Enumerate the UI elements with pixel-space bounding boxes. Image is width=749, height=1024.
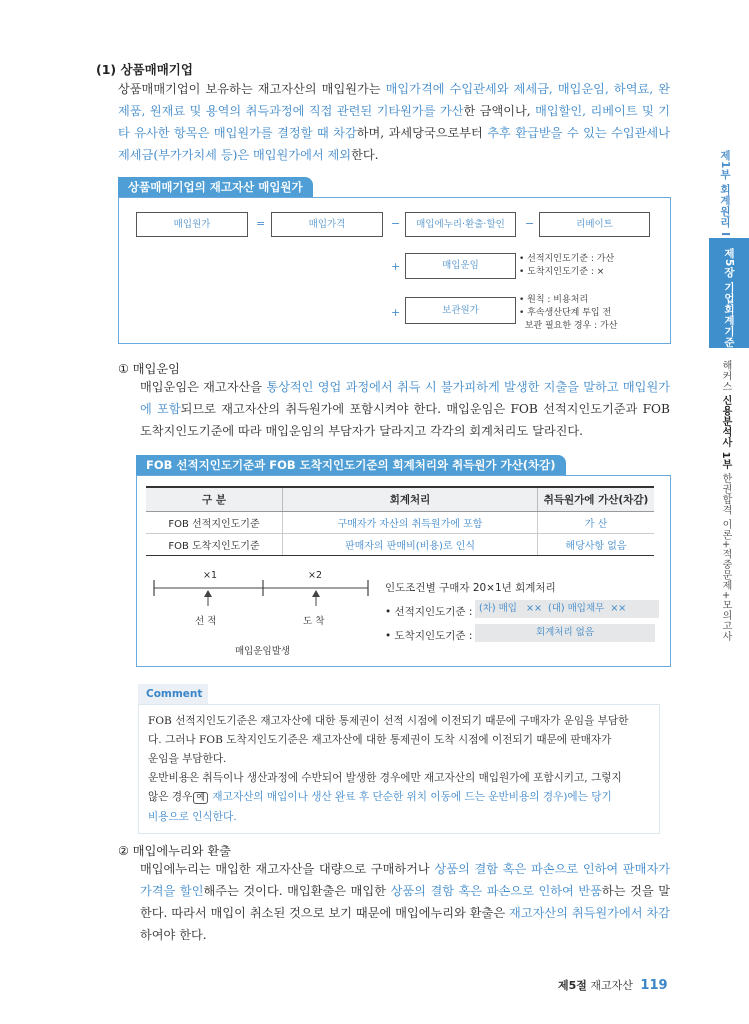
ship-arrow-head — [204, 590, 212, 597]
example1-label: • 선적지인도기준 : — [385, 606, 473, 618]
footer-chapter: 제5절 — [558, 979, 587, 992]
item1-paragraph — [140, 376, 670, 446]
text-segment: 재고자산의 취득원가에서 차감 — [509, 906, 670, 920]
comment-tag: Comment — [138, 684, 208, 704]
table-header-category: 구 분 — [146, 487, 283, 511]
side-book-title-a: 해커스 — [720, 360, 731, 396]
text-segment: 한다. — [351, 148, 379, 162]
text-segment: 매입에누리는 매입한 재고자산을 대량으로 구매하거나 — [140, 862, 435, 876]
footer — [558, 977, 668, 993]
text-segment: 해주는 것이다. 매입환출은 매입한 — [203, 884, 391, 898]
text-segment: 하여야 한다. — [140, 928, 207, 942]
arrive-arrow-head — [312, 590, 320, 597]
side-book-title-c: 한권합격 이론+적중문제+모의고사 — [720, 469, 731, 642]
minus-sign-2: − — [525, 217, 535, 230]
box2-title: FOB 선적지인도기준과 FOB 도착지인도기준의 회계처리와 취득원가 가산(차감) — [136, 455, 566, 475]
comment-line-5a: 않은 경우 — [148, 791, 193, 803]
text-segment: 상품의 결함 혹은 파손으로 인하여 판매자가 가격을 할인 — [140, 862, 670, 898]
comment-line-2: 다. 그러나 FOB 도착지인도기준은 재고자산에 대한 통제권이 도착 시점에 이전되기 때문에 판매자가 — [148, 734, 612, 746]
plus-sign-2: + — [391, 306, 401, 319]
timeline-bottom-label: 매입운임발생 — [235, 646, 291, 657]
table-header-cost: 취득원가에 가산(차감) — [538, 487, 655, 511]
item1-label: ① 매입운임 — [118, 362, 180, 376]
item2-label: ② 매입에누리와 환출 — [118, 844, 231, 858]
timeline-ship: 선 적 — [195, 616, 217, 627]
storage-note-3: 보관 필요한 경우 : 가산 — [519, 321, 618, 331]
timeline-diagram — [146, 570, 376, 620]
example2-label: • 도착지인도기준 : — [385, 630, 473, 642]
side-chapter-tab-label: 제5장 기업회계기준 — [723, 248, 735, 348]
side-top-label: 제1부 회계원리 I — [719, 150, 731, 237]
text-segment: 한 금액이나, — [463, 104, 536, 118]
timeline-x1: ×1 — [203, 570, 218, 581]
minus-sign-1: − — [391, 217, 401, 230]
comment-line-6: 비용으로 인식한다. — [148, 811, 237, 823]
row1-accounting: 구매자가 자산의 취득원가에 포함 — [283, 511, 538, 533]
timeline-arrive: 도 착 — [303, 616, 325, 627]
comment-line-3: 운임을 부담한다. — [148, 753, 227, 765]
item2-paragraph — [140, 858, 670, 948]
side-book-title — [718, 360, 733, 642]
comment-line-4: 운반비용은 취득이나 생산과정에 수반되어 발생한 경우에만 재고자산의 매입원가에 포함시키고, 그렇지 — [148, 772, 622, 784]
freight-cell: 매입운임 — [405, 253, 516, 279]
fob-table — [146, 486, 654, 556]
table-row — [146, 533, 654, 555]
text-segment: 되므로 재고자산의 취득원가에 포함시켜야 한다. 매입운임은 FOB 선적지인도기준과 FOB 도착지인도기준에 따라 매입운임의 부담자가 달라지고 각각의 회계처리도 달라진다. — [140, 402, 671, 438]
footer-title: 재고자산 — [590, 979, 633, 992]
text-segment: 하며, 과세당국으로부터 — [356, 126, 488, 140]
storage-note-1: • 원칙 : 비용처리 — [519, 295, 589, 305]
text-segment: 통상적인 영업 과정에서 취득 시 불가피하게 발생한 지출을 말하고 매입원가에 포함 — [140, 380, 670, 416]
freight-note-2: • 도착지인도기준 : × — [519, 267, 605, 277]
timeline-x2: ×2 — [308, 570, 323, 581]
row2-category: FOB 도착지인도기준 — [146, 533, 283, 555]
discount-cell: 매입에누리·환출·할인 — [405, 212, 516, 237]
freight-note-1: • 선적지인도기준 : 가산 — [519, 254, 615, 264]
text-segment: 상품의 결함 혹은 파손으로 인하여 반품 — [390, 884, 602, 898]
comment-text — [148, 712, 653, 827]
storage-cell: 보관원가 — [405, 297, 516, 324]
section-heading: (1) 상품매매기업 — [96, 62, 193, 77]
example1-entry: (차) 매입 ×× (대) 매입채무 ×× — [475, 600, 659, 618]
text-segment: 하는 것을 말한다. 따라서 매입이 취소된 것으로 보기 때문에 매입에누리와 환출은 — [140, 884, 670, 920]
comment-line-1: FOB 선적지인도기준은 재고자산에 대한 통제권이 선적 시점에 이전되기 때문에 구매자가 운임을 부담한 — [148, 715, 629, 727]
comment-line-5b: 재고자산의 매입이나 생산 완료 후 단순한 위치 이동에 드는 운반비용의 경우)에는 당기 — [209, 791, 612, 803]
text-segment: 매입운임은 재고자산을 — [140, 380, 267, 394]
plus-sign-1: + — [391, 260, 401, 273]
text-segment: 추후 환급받을 수 있는 수입관세나 제세금(부가가치세 등)은 매입원가에서 제외 — [118, 126, 670, 162]
storage-note-2: • 후속생산단계 투입 전 — [519, 308, 612, 318]
intro-paragraph — [118, 78, 670, 168]
purchase-price-cell: 매입가격 — [271, 212, 383, 237]
side-book-title-b: 신용분석사 1부 — [720, 395, 731, 470]
row1-category: FOB 선적지인도기준 — [146, 511, 283, 533]
example-mark: 예 — [193, 792, 208, 804]
text-segment: 매입할인, 리베이트 및 기타 유사한 항목은 매입원가를 결정할 때 차감 — [118, 104, 671, 140]
purchase-cost-cell: 매입원가 — [136, 212, 248, 237]
box1-title: 상품매매기업의 재고자산 매입원가 — [118, 177, 313, 197]
text-segment: 상품매매기업이 보유하는 재고자산의 매입원가는 — [118, 82, 386, 96]
table-header-accounting: 회계처리 — [283, 487, 538, 511]
row2-accounting: 판매자의 판매비(비용)로 인식 — [283, 533, 538, 555]
row2-cost: 해당사항 없음 — [538, 533, 655, 555]
equals-sign: = — [256, 217, 266, 230]
rebate-cell: 리베이트 — [539, 212, 650, 237]
text-segment: 매입가격에 수입관세와 제세금, 매입운임, 하역료, 완제품, 원재료 및 용역의 취득과정에 직접 관련된 기타원가를 가산 — [118, 82, 670, 118]
example2-entry: 회계처리 없음 — [475, 624, 655, 642]
example-title: 인도조건별 구매자 20×1년 회계처리 — [385, 582, 556, 594]
page-number: 119 — [640, 978, 668, 993]
row1-cost: 가 산 — [538, 511, 655, 533]
table-row — [146, 511, 654, 533]
